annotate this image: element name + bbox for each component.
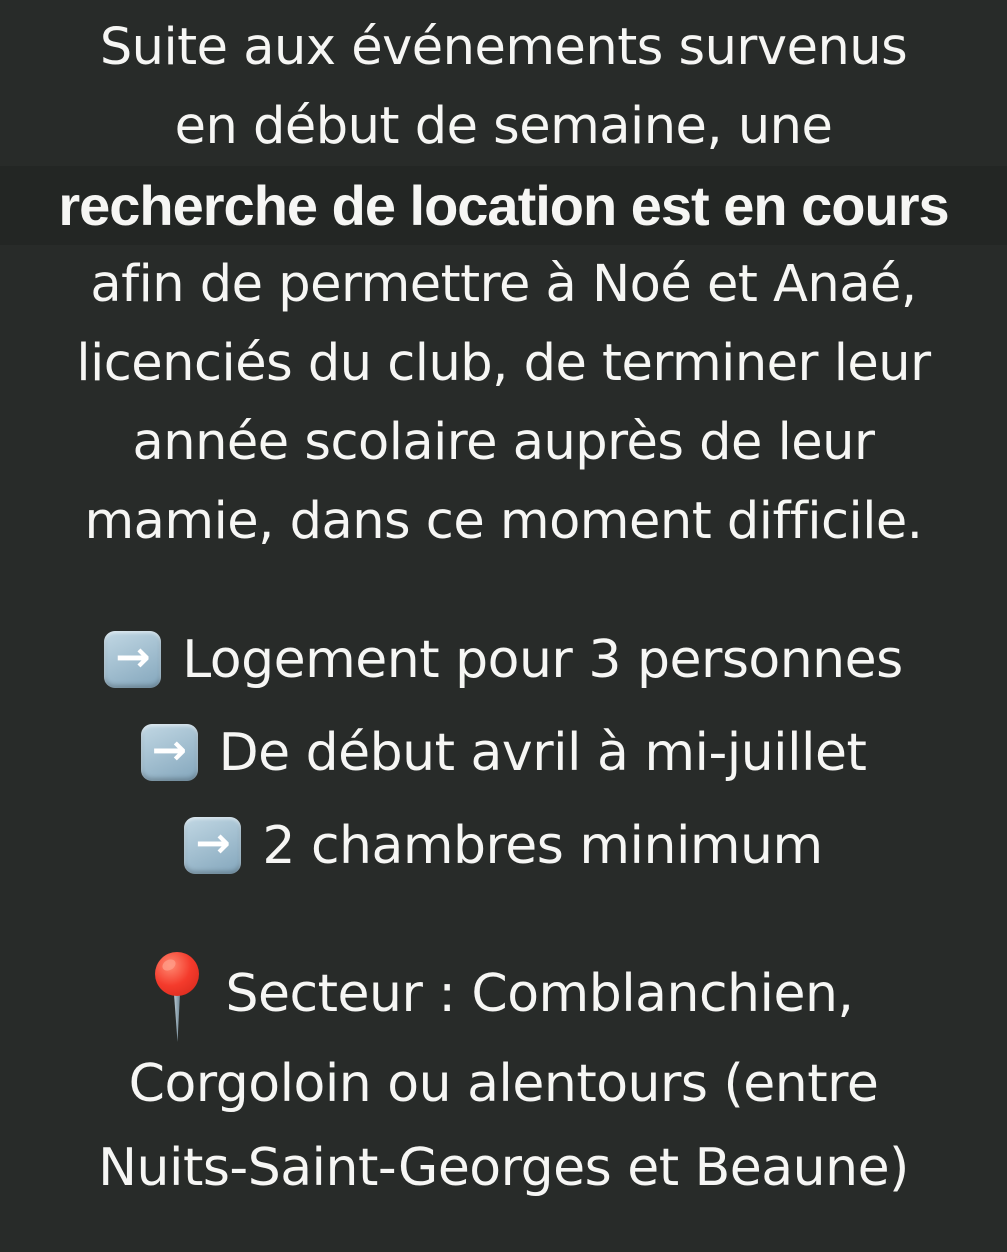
list-item: [0, 799, 1007, 892]
paragraph-line-bold-highlight: recherche de location est en cours: [0, 166, 1007, 245]
location-line: [0, 946, 1007, 1042]
round-pushpin-icon: [154, 950, 200, 1046]
paragraph-line: en début de semaine, une: [174, 97, 833, 156]
paragraph-line: mamie, dans ce moment difficile.: [84, 492, 923, 551]
arrow-right-emoji: [104, 631, 161, 688]
arrow-right-glyph: →: [151, 724, 187, 774]
paragraph-line: afin de permettre à Noé et Anaé,: [90, 255, 917, 314]
location-line-text: Secteur : Comblanchien,: [225, 964, 854, 1024]
location-line-text: Nuits-Saint-Georges et Beaune): [98, 1138, 909, 1198]
arrow-right-emoji: [184, 817, 241, 874]
paragraph-line: Suite aux événements survenus: [99, 18, 908, 77]
arrow-right-glyph: →: [115, 631, 151, 681]
criteria-list: [0, 613, 1007, 892]
list-item: [0, 706, 1007, 799]
list-item: [0, 613, 1007, 706]
arrow-right-glyph: →: [195, 817, 231, 867]
intro-paragraph: [0, 8, 1007, 561]
location-section: [0, 946, 1007, 1210]
paragraph-line: licenciés du club, de terminer leur: [76, 334, 931, 393]
arrow-right-emoji: [141, 724, 198, 781]
list-item-label: 2 chambres minimum: [262, 815, 823, 876]
paragraph-line: année scolaire auprès de leur: [132, 413, 875, 472]
list-item-label: Logement pour 3 personnes: [182, 629, 903, 690]
list-item-label: De début avril à mi-juillet: [218, 722, 867, 783]
location-line-text: Corgoloin ou alentours (entre: [128, 1054, 879, 1114]
